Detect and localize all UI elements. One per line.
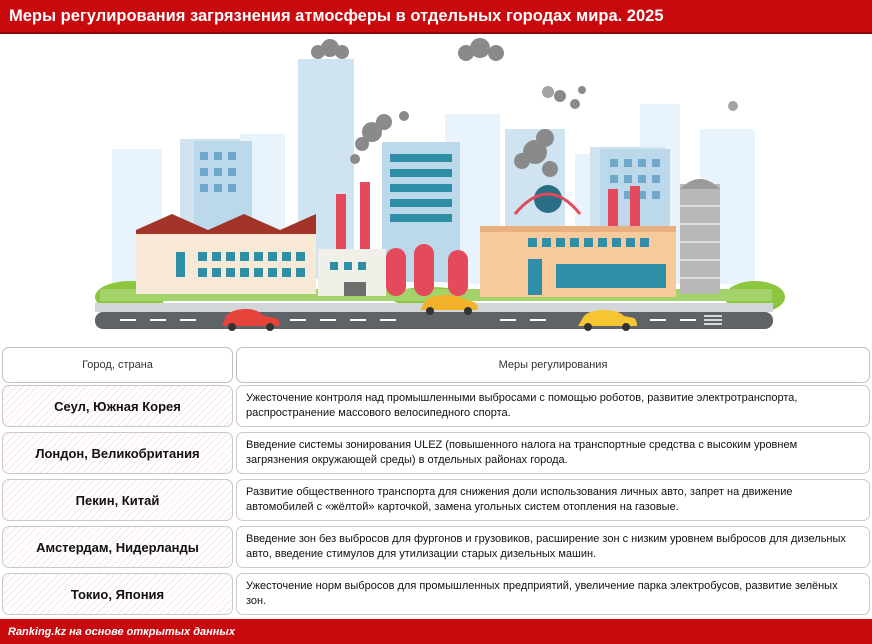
table-row-measure bbox=[236, 526, 870, 568]
page-title: Меры регулирования загрязнения атмосферы в отдельных городах мира. 2025 bbox=[9, 6, 664, 25]
table-row-city: Сеул, Южная Корея bbox=[2, 385, 233, 427]
measure-text: Ужесточение норм выбросов для промышленных предприятий, увеличение парка электробусов, развитие зелёных зон. bbox=[246, 579, 838, 607]
footer-bar bbox=[0, 619, 872, 644]
table-row-measure bbox=[236, 573, 870, 615]
table-row-measure bbox=[236, 432, 870, 474]
table-row-measure bbox=[236, 479, 870, 521]
table-row-city: Лондон, Великобритания bbox=[2, 432, 233, 474]
source-note: Ranking.kz на основе открытых данных bbox=[8, 625, 235, 638]
measure-text: Введение системы зонирования ULEZ (повышенного налога на транспортные средства с высоким уровнем загрязнения окружающей среды) в отдельных районах города. bbox=[246, 438, 798, 466]
measure-text: Ужесточение контроля над промышленными выбросами с помощью роботов, развитие электротранспорта, распространение массового велосипедного спорта. bbox=[246, 391, 798, 419]
table-row-city: Амстердам, Нидерланды bbox=[2, 526, 233, 568]
table-row-city: Пекин, Китай bbox=[2, 479, 233, 521]
table-row-city: Токио, Япония bbox=[2, 573, 233, 615]
column-header-city: Город, страна bbox=[2, 347, 233, 383]
measure-text: Введение зон без выбросов для фургонов и грузовиков, расширение зон с низким уровнем выбросов для дизельных авто, введение стимулов для утилизации старых дизельных машин. bbox=[246, 532, 846, 560]
table-row-measure bbox=[236, 385, 870, 427]
regulation-table bbox=[0, 345, 872, 615]
title-bar bbox=[0, 0, 872, 34]
measure-text: Развитие общественного транспорта для снижения доли использования личных авто, запрет на движение автомобилей с «жёлтой» карточкой, замена угольных систем отопления на газовые. bbox=[246, 485, 793, 513]
column-header-measures: Меры регулирования bbox=[236, 347, 870, 383]
industrial-city-illustration bbox=[0, 34, 872, 344]
factory-city-icon bbox=[0, 34, 872, 344]
